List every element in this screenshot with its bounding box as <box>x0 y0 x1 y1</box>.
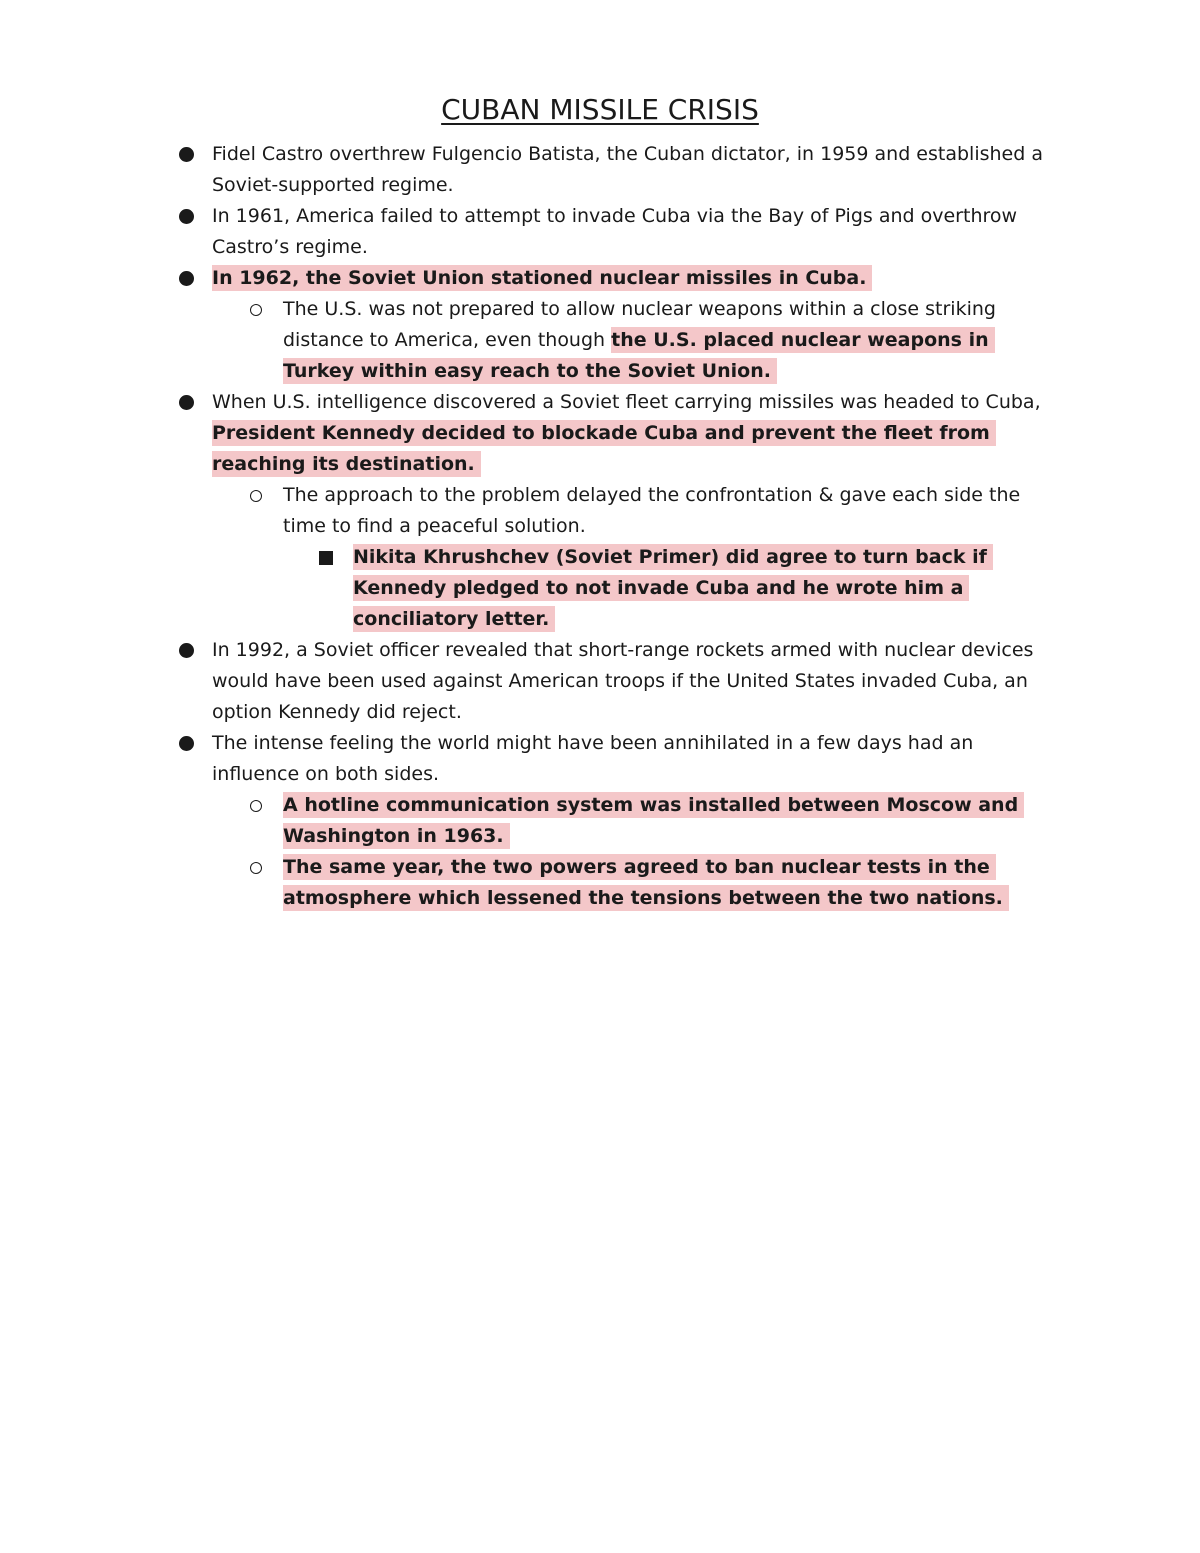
list-item-level-1 <box>172 201 1062 263</box>
list-item-level-2 <box>172 852 1062 914</box>
list-item-level-1 <box>172 728 1062 790</box>
body-text: The intense feeling the world might have been annihilated in a few days had an influence on both sides. <box>212 732 974 785</box>
highlighted-text: In 1962, the Soviet Union stationed nuclear missiles in Cuba. <box>212 265 872 291</box>
list-item-level-3 <box>172 542 1062 635</box>
list-item-level-1 <box>172 387 1062 480</box>
bullet-list <box>172 139 1062 914</box>
bullet-circle-icon <box>250 862 262 874</box>
bullet-marker <box>177 635 195 666</box>
bullet-marker <box>247 294 265 325</box>
bullet-dot-icon <box>179 643 194 658</box>
bullet-dot-icon <box>179 209 194 224</box>
list-item-level-1 <box>172 139 1062 201</box>
bullet-marker <box>247 790 265 821</box>
list-item-level-2 <box>172 480 1062 542</box>
bullet-dot-icon <box>179 271 194 286</box>
body-text: Fidel Castro overthrew Fulgencio Batista, the Cuban dictator, in 1959 and established a Soviet-supported regime. <box>212 143 1043 196</box>
highlighted-text: the U.S. placed nuclear weapons in Turkey within easy reach to the Soviet Union. <box>283 327 995 384</box>
body-text: The approach to the problem delayed the confrontation & gave each side the time to find a peaceful solution. <box>283 484 1021 537</box>
bullet-dot-icon <box>179 395 194 410</box>
page-title: CUBAN MISSILE CRISIS <box>441 92 759 126</box>
bullet-marker <box>177 201 195 232</box>
list-item-level-2 <box>172 790 1062 852</box>
list-item-level-2 <box>172 294 1062 387</box>
bullet-circle-icon <box>250 490 262 502</box>
highlighted-text: The same year, the two powers agreed to ban nuclear tests in the atmosphere which lessened the tensions between the two nations. <box>283 854 1009 911</box>
bullet-marker <box>177 263 195 294</box>
bullet-marker <box>247 480 265 511</box>
list-item-level-1 <box>172 263 1062 294</box>
bullet-circle-icon <box>250 304 262 316</box>
list-item-level-1 <box>172 635 1062 728</box>
bullet-marker <box>177 728 195 759</box>
bullet-circle-icon <box>250 800 262 812</box>
bullet-marker <box>177 139 195 170</box>
bullet-dot-icon <box>179 147 194 162</box>
bullet-marker <box>247 852 265 883</box>
bullet-marker <box>317 542 335 573</box>
body-text: In 1961, America failed to attempt to invade Cuba via the Bay of Pigs and overthrow Castro’s regime. <box>212 205 1018 258</box>
highlighted-text: Nikita Khrushchev (Soviet Primer) did agree to turn back if Kennedy pledged to not invade Cuba and he wrote him a conciliatory letter. <box>353 544 993 632</box>
body-text: The U.S. was not prepared to allow nuclear weapons within a close striking distance to America, even though <box>283 298 996 351</box>
bullet-square-icon <box>319 551 333 565</box>
body-text: In 1992, a Soviet officer revealed that short-range rockets armed with nuclear devices would have been used against American troops if the United States invaded Cuba, an option Kennedy did reject. <box>212 639 1034 723</box>
highlighted-text: A hotline communication system was installed between Moscow and Washington in 1963. <box>283 792 1024 849</box>
body-text: When U.S. intelligence discovered a Soviet fleet carrying missiles was headed to Cuba, <box>212 391 1041 413</box>
bullet-dot-icon <box>179 736 194 751</box>
bullet-marker <box>177 387 195 418</box>
highlighted-text: President Kennedy decided to blockade Cuba and prevent the fleet from reaching its destination. <box>212 420 996 477</box>
